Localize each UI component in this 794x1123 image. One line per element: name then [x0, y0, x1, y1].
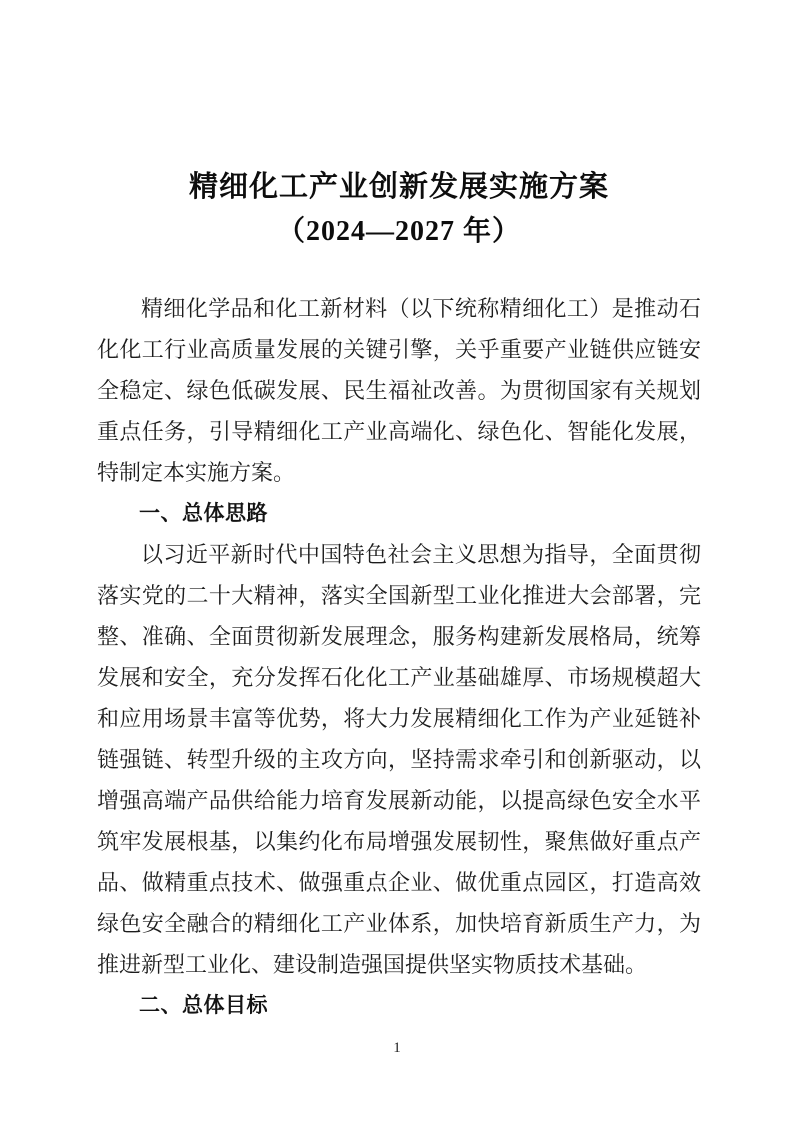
body-block	[97, 288, 701, 1026]
section-heading-overall-goals: 二、总体目标	[139, 994, 268, 1017]
page-number: 1	[393, 1040, 401, 1056]
paragraph-intro: 精细化学品和化工新材料（以下统称精细化工）是推动石化化工行业高质量发展的关键引擎，关乎重要产业链供应链安全稳定、绿色低碳发展、民生福祉改善。为贯彻国家有关规划重点任务，引导精细化工产业高端化、绿色化、智能化发展，特制定本实施方案。	[97, 296, 701, 485]
section-heading-overall-approach: 一、总体思路	[139, 502, 268, 525]
title-block	[97, 0, 701, 254]
document-subtitle: （2024—2027 年）	[276, 216, 521, 247]
document-title: 精细化工产业创新发展实施方案	[188, 171, 609, 203]
paragraph-overall-approach: 以习近平新时代中国特色社会主义思想为指导，全面贯彻落实党的二十大精神，落实全国新型工业化推进大会部署，完整、准确、全面贯彻新发展理念，服务构建新发展格局，统筹发展和安全，充分发挥石化化工产业基础雄厚、市场规模超大和应用场景丰富等优势，将大力发展精细化工作为产业延链补链强链、转型升级的主攻方向，坚持需求牵引和创新驱动，以增强高端产品供给能力培育发展新动能，以提高绿色安全水平筑牢发展根基，以集约化布局增强发展韧性，聚焦做好重点产品、做精重点技术、做强重点企业、做优重点园区，打造高效绿色安全融合的精细化工产业体系，加快培育新质生产力，为推进新型工业化、建设制造强国提供坚实物质技术基础。	[97, 542, 701, 977]
